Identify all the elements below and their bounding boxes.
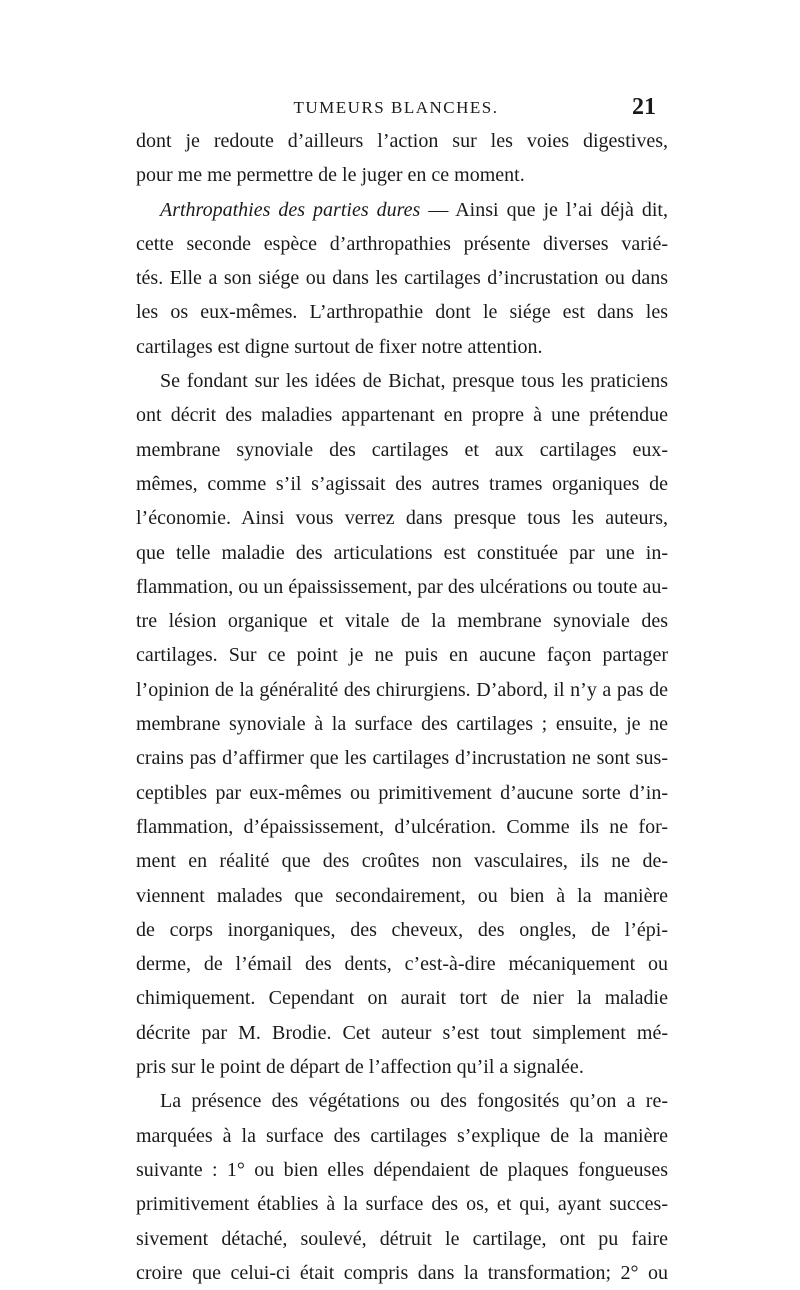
text-line (136, 707, 668, 741)
page-number: 21 (632, 94, 656, 120)
text-line (136, 776, 668, 810)
text-line (136, 364, 668, 398)
text-line (136, 398, 668, 432)
line-text: que telle maladie des articulations est constituée par une in- (136, 541, 668, 564)
text-line (136, 810, 668, 844)
line-text: membrane synoviale des cartilages et aux cartilages eux- (136, 438, 668, 461)
text-line (136, 879, 668, 913)
text-line (136, 1256, 668, 1290)
text-line (136, 1153, 668, 1187)
line-text: primitivement établies à la surface des os, et qui, ayant succes- (136, 1193, 668, 1216)
line-text: membrane synoviale à la surface des cartilages ; ensuite, je ne (136, 713, 668, 736)
line-text: ceptibles par eux-mêmes ou primitivement d’aucune sorte d’in- (136, 781, 668, 804)
line-text: Se fondant sur les idées de Bichat, presque tous les praticiens (160, 370, 668, 393)
line-text: décrite par M. Brodie. Cet auteur s’est tout simplement mé- (136, 1021, 668, 1044)
text-line (136, 124, 668, 158)
line-text: cette seconde espèce d’arthropathies présente diverses varié- (136, 232, 668, 255)
section-heading: Arthropathies des parties dures (160, 198, 421, 221)
line-text: derme, de l’émail des dents, c’est-à-dire mécaniquement ou (136, 953, 668, 976)
line-text: dont je redoute d’ailleurs l’action sur les voies digestives, (136, 130, 668, 152)
text-line (136, 1222, 668, 1256)
text-line (136, 330, 668, 364)
text-line (136, 741, 668, 775)
text-line (136, 261, 668, 295)
text-line (136, 1119, 668, 1153)
text-line (136, 467, 668, 501)
text-line (136, 947, 668, 981)
line-text: cartilages. Sur ce point je ne puis en aucune façon partager (136, 644, 668, 667)
line-text: La présence des végétations ou des fongosités qu’on a re- (160, 1090, 668, 1113)
line-text: — Ainsi que je l’ai déjà dit, (420, 198, 668, 221)
line-text: flammation, ou un épaississement, par des ulcérations ou toute au- (136, 575, 668, 598)
line-text: marquées à la surface des cartilages s’explique de la manière (136, 1124, 668, 1147)
line-text: ment en réalité que des croûtes non vasculaires, ils ne de- (136, 850, 668, 873)
line-text: l’opinion de la généralité des chirurgiens. D’abord, il n’y a pas de (136, 678, 668, 701)
text-line (136, 295, 668, 329)
line-text: flammation, d’épaississement, d’ulcération. Comme ils ne for- (136, 815, 668, 838)
running-title: TUMEURS BLANCHES. (293, 98, 499, 117)
text-line (136, 227, 668, 261)
text-line (136, 673, 668, 707)
text-line (136, 1050, 668, 1084)
text-line (136, 158, 668, 192)
line-text: ont décrit des maladies appartenant en propre à une prétendue (136, 404, 668, 427)
text-line (136, 570, 668, 604)
line-text: l’économie. Ainsi vous verrez dans presque tous les auteurs, (136, 507, 668, 530)
line-text: tés. Elle a son siége ou dans les cartilages d’incrustation ou dans (136, 267, 668, 290)
text-line (136, 981, 668, 1015)
line-text: sivement détaché, soulevé, détruit le cartilage, ont pu faire (136, 1227, 668, 1250)
text-line (136, 1016, 668, 1050)
body-text (136, 124, 668, 1290)
text-line (136, 1187, 668, 1221)
text-line (136, 536, 668, 570)
line-text: crains pas d’affirmer que les cartilages d’incrustation ne sont sus- (136, 747, 668, 770)
text-line (136, 844, 668, 878)
line-text: mêmes, comme s’il s’agissait des autres trames organiques de (136, 472, 668, 495)
line-text: chimiquement. Cependant on aurait tort de nier la maladie (136, 987, 668, 1010)
text-line (136, 433, 668, 467)
line-text: suivante : 1° ou bien elles dépendaient de plaques fongueuses (136, 1158, 668, 1181)
line-text: viennent malades que secondairement, ou bien à la manière (136, 884, 668, 907)
text-line (136, 604, 668, 638)
text-line (136, 501, 668, 535)
page-header (136, 96, 656, 124)
line-text: les os eux-mêmes. L’arthropathie dont le siége est dans les (136, 301, 668, 324)
text-line (136, 913, 668, 947)
line-text: pris sur le point de départ de l’affection qu’il a signalée. (136, 1056, 584, 1079)
text-line (136, 1084, 668, 1118)
line-text: cartilages est digne surtout de fixer notre attention. (136, 335, 543, 358)
line-text: croire que celui-ci était compris dans la transformation; 2° ou (136, 1261, 668, 1284)
line-text: tre lésion organique et vitale de la membrane synoviale des (136, 610, 668, 633)
line-text: de corps inorganiques, des cheveux, des ongles, de l’épi- (136, 918, 668, 941)
text-line (136, 638, 668, 672)
line-text: pour me me permettre de le juger en ce moment. (136, 164, 525, 187)
text-line (136, 193, 668, 227)
